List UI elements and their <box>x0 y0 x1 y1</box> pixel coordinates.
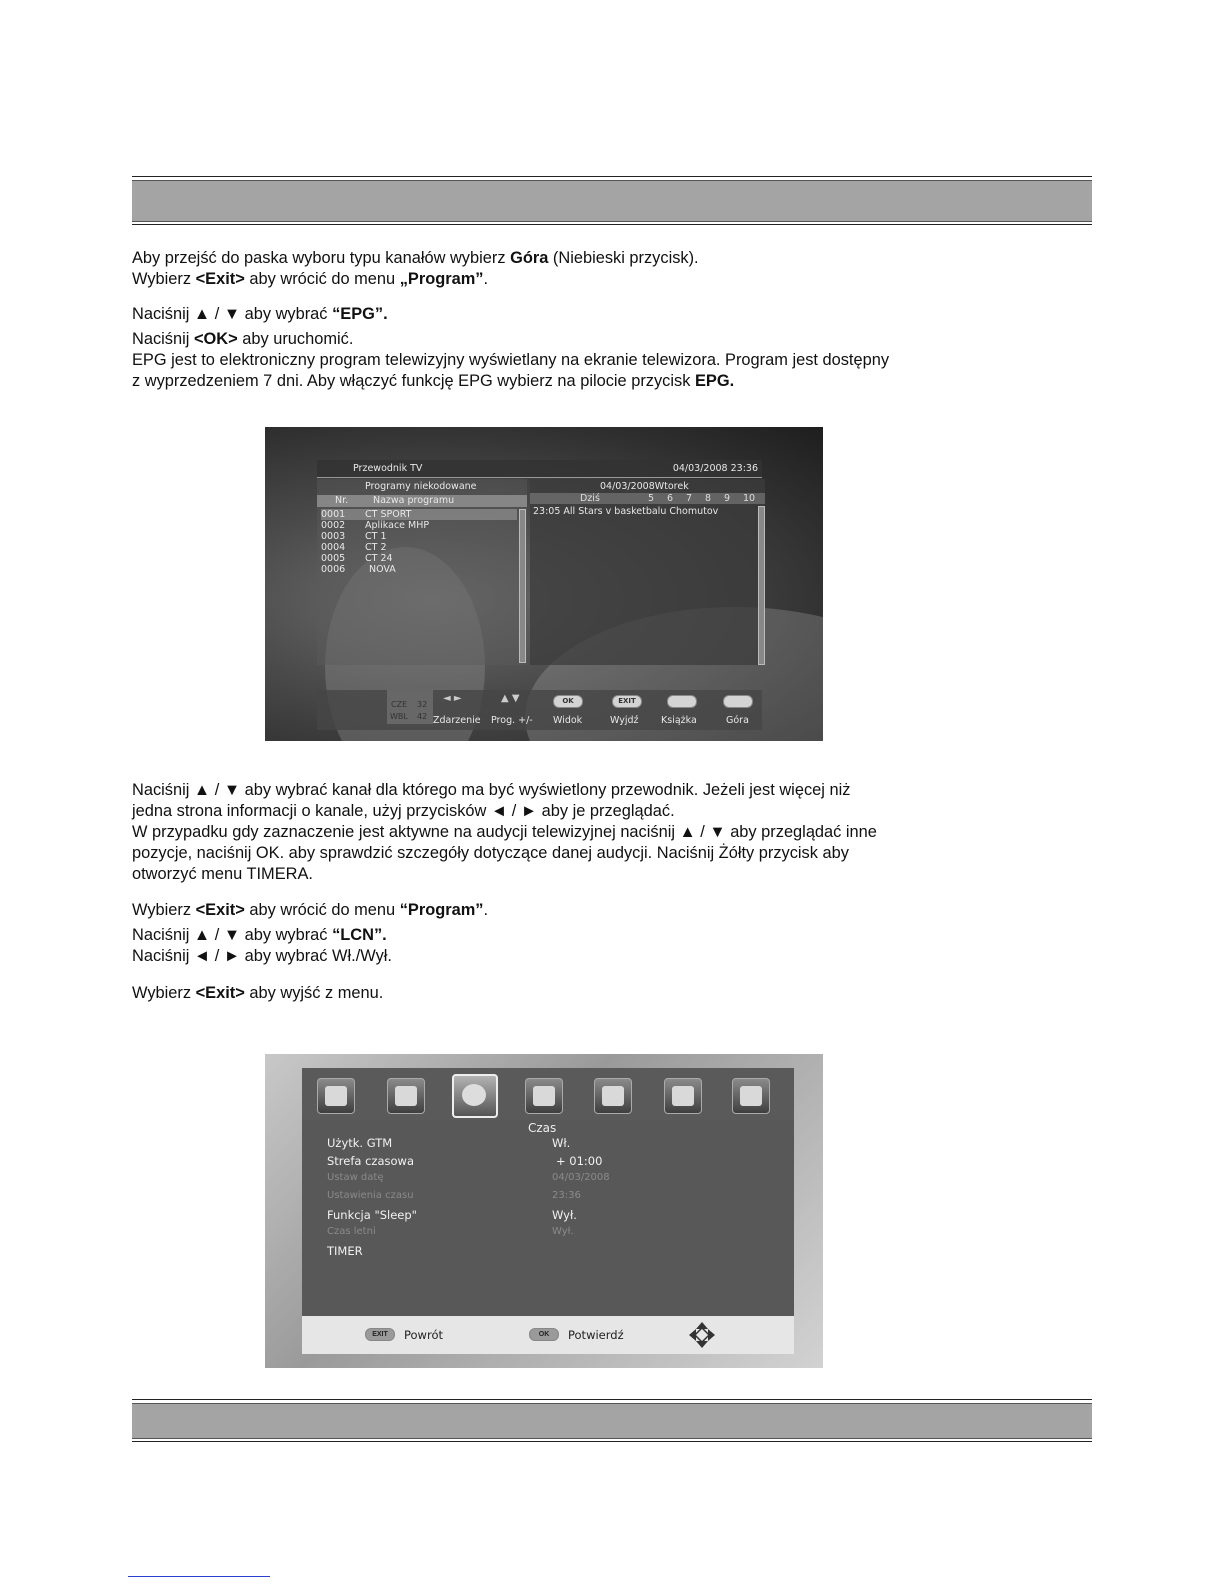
setting-label: Ustaw datę <box>327 1172 384 1183</box>
day-tabs <box>530 493 765 504</box>
confirm-label: Potwierdź <box>568 1328 624 1342</box>
time-settings-panel <box>302 1120 794 1316</box>
footer-prog: Prog. +/- <box>491 715 533 726</box>
footer-band <box>132 1403 1092 1439</box>
paragraph-line: W przypadku gdy zaznaczenie jest aktywne na audycji telewizyjnej naciśnij ▲ / ▼ aby przeglądać inne <box>132 823 877 841</box>
event-row[interactable]: 23:05 All Stars v basketbalu Chomutov <box>533 506 719 517</box>
channel-row[interactable] <box>321 553 517 564</box>
day-tab[interactable]: 5 <box>648 493 655 504</box>
day-tab[interactable]: 9 <box>724 493 731 504</box>
channel-number: 0005 <box>321 553 346 564</box>
epg-screenshot <box>265 427 823 741</box>
bottom-rule <box>132 1399 1092 1400</box>
intro-paragraph: Aby przejść do paska wyboru typu kanałów wybierz Góra (Niebieski przycisk). Wybierz <Exit> aby wrócić do menu „Program”. <box>132 249 699 288</box>
channel-name: CT 24 <box>365 553 393 564</box>
tv-icon[interactable] <box>525 1078 563 1114</box>
exit-key-button[interactable]: EXIT <box>612 695 642 708</box>
channel-name: CT 1 <box>365 531 387 542</box>
channel-name: NOVA <box>369 564 396 575</box>
blue-key-button[interactable] <box>723 695 753 708</box>
channel-row[interactable] <box>321 531 517 542</box>
epg-date-header: 04/03/2008Wtorek <box>600 481 689 492</box>
yellow-key-button[interactable] <box>667 695 697 708</box>
epg-footer <box>317 690 762 730</box>
footer-zdarzenie: Zdarzenie <box>433 715 481 726</box>
channel-name: Aplikace MHP <box>365 520 430 531</box>
epg-title: Przewodnik TV <box>353 463 423 474</box>
channel-name: CT 2 <box>365 542 387 553</box>
setting-label[interactable]: Strefa czasowa <box>327 1154 414 1168</box>
channel-list-title: Programy niekodowane <box>365 481 477 492</box>
channel-number: 0003 <box>321 531 346 542</box>
gear-icon[interactable] <box>664 1078 702 1114</box>
setting-label: Ustawienia czasu <box>327 1190 414 1201</box>
event-scrollbar[interactable] <box>758 506 765 665</box>
channel-list-scrollbar[interactable] <box>519 509 526 663</box>
menu-icon-bar <box>302 1068 794 1120</box>
directional-pad-icon <box>688 1321 716 1349</box>
epg-datetime: 04/03/2008 23:36 <box>672 463 758 474</box>
ok-key-button[interactable]: OK <box>529 1328 559 1341</box>
day-tab[interactable]: Dziś <box>580 493 600 504</box>
lock-icon[interactable] <box>594 1078 632 1114</box>
setting-label[interactable]: Użytk. GTM <box>327 1136 393 1150</box>
channel-number: 0004 <box>321 542 346 553</box>
channel-list[interactable] <box>317 509 521 659</box>
ok-key-button[interactable]: OK <box>553 695 583 708</box>
setting-value[interactable]: + 01:00 <box>556 1154 603 1168</box>
channel-row[interactable] <box>321 542 517 553</box>
setting-value[interactable]: Wył. <box>552 1208 577 1222</box>
channel-list-panel <box>317 479 527 665</box>
time-settings-screenshot <box>265 1054 823 1368</box>
bottom-rule-lower <box>132 1441 1092 1442</box>
setting-label[interactable]: Funkcja "Sleep" <box>327 1208 417 1222</box>
top-rule <box>132 176 1092 177</box>
setting-value: Wył. <box>552 1226 574 1237</box>
column-name: Nazwa programu <box>373 495 455 506</box>
mini-info-box: CZE 32 WBL 42 <box>387 690 433 724</box>
header-band <box>132 180 1092 222</box>
setting-label: Czas letni <box>327 1226 376 1237</box>
top-rule-lower <box>132 224 1092 225</box>
up-down-arrows-icon: ▲ ▼ <box>501 693 520 704</box>
day-tab[interactable]: 7 <box>686 493 693 504</box>
settings-footer <box>302 1316 794 1354</box>
setting-value: 04/03/2008 <box>552 1172 610 1183</box>
channel-row[interactable] <box>321 509 517 520</box>
footer-widok: Widok <box>553 715 583 726</box>
setting-value: 23:36 <box>552 1190 581 1201</box>
footer-wyjdz: Wyjdź <box>610 715 639 726</box>
exit-key-button[interactable]: EXIT <box>365 1328 395 1341</box>
channel-number: 0006 <box>321 564 346 575</box>
channel-list-header <box>317 495 527 507</box>
footer-gora: Góra <box>726 715 749 726</box>
page-link-underline <box>128 1576 270 1577</box>
left-right-arrows-icon: ◄ ► <box>443 693 462 704</box>
navigation-paragraph <box>132 780 877 885</box>
picture-icon[interactable] <box>387 1078 425 1114</box>
day-tab[interactable]: 8 <box>705 493 712 504</box>
day-tab[interactable]: 6 <box>667 493 674 504</box>
setting-value[interactable]: Wł. <box>552 1136 571 1150</box>
epg-paragraph: Naciśnij ▲ / ▼ aby wybrać “EPG”. Naciśnij <OK> aby uruchomić. EPG jest to elektroniczny program telewizyjny wyświetlany na ekranie telewizora. Program jest dostępny z wyprzedzeniem 7 dni. Aby włączyć funkcję EPG wybierz na pilocie przycisk EPG. <box>132 305 890 390</box>
paragraph-line: otworzyć menu TIMERA. <box>132 865 313 883</box>
exit-paragraph: Wybierz <Exit> aby wyjść z menu. <box>132 984 384 1002</box>
channel-list-icon[interactable] <box>317 1078 355 1114</box>
event-panel <box>530 479 765 665</box>
epg-title-bar <box>317 460 762 478</box>
channel-number: 0001 <box>321 509 346 520</box>
media-player-icon[interactable] <box>732 1078 770 1114</box>
day-tab[interactable]: 10 <box>743 493 756 504</box>
paragraph-line: Naciśnij ▲ / ▼ aby wybrać kanał dla którego ma być wyświetlony przewodnik. Jeżeli jest więcej niż <box>132 781 851 799</box>
paragraph-line: jedna strona informacji o kanale, użyj przycisków ◄ / ► aby je przeglądać. <box>132 802 675 820</box>
setting-label[interactable]: TIMER <box>327 1244 363 1258</box>
lcn-paragraph: Wybierz <Exit> aby wrócić do menu “Program”. Naciśnij ▲ / ▼ aby wybrać “LCN”. Naciśnij ◄ / ► aby wybrać Wł./Wył. <box>132 901 489 965</box>
paragraph-line: pozycje, naciśnij OK. aby sprawdzić szczegóły dotyczące danej audycji. Naciśnij Żółty przycisk aby <box>132 844 849 862</box>
channel-name: CT SPORT <box>365 509 412 520</box>
channel-number: 0002 <box>321 520 346 531</box>
column-nr: Nr. <box>335 495 349 506</box>
channel-row[interactable] <box>321 564 517 575</box>
back-label: Powrót <box>404 1328 443 1342</box>
settings-title: Czas <box>528 1121 557 1135</box>
channel-row[interactable] <box>321 520 517 531</box>
footer-ksiazka: Książka <box>661 715 697 726</box>
alarm-clock-icon[interactable] <box>452 1074 498 1118</box>
